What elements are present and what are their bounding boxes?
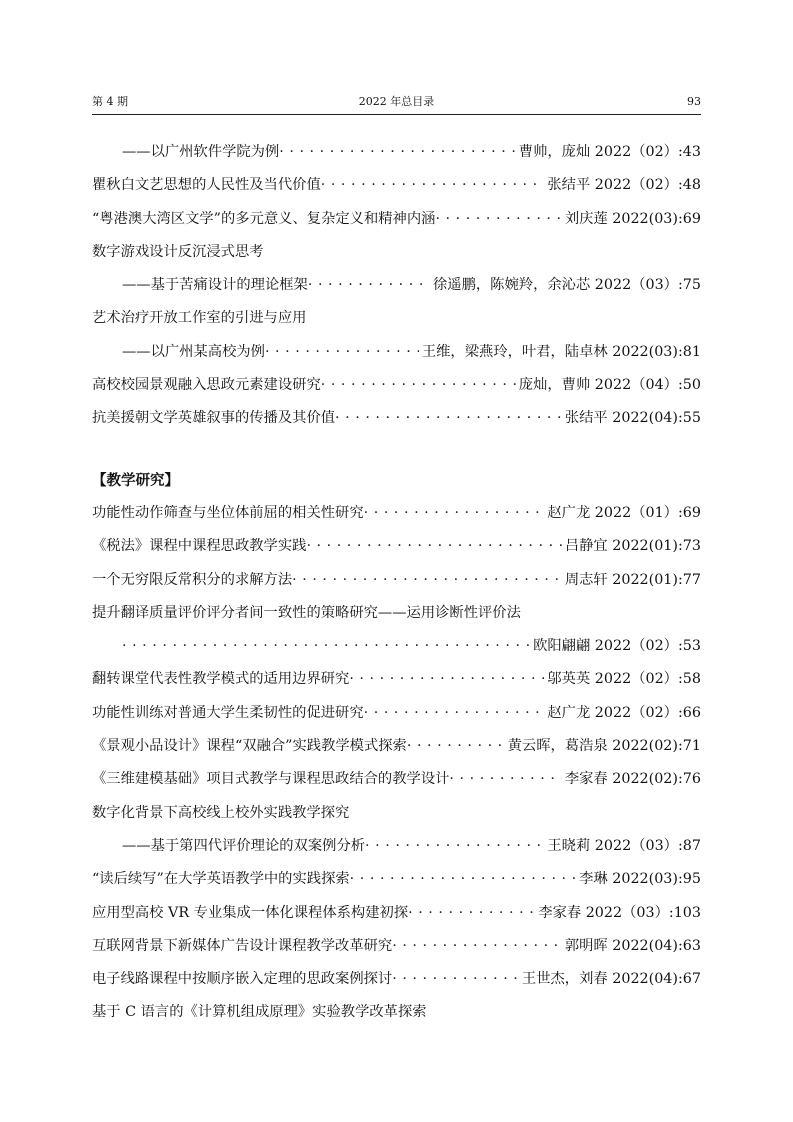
entry-author-ref: 刘庆莲 2022(03):69 [564, 210, 701, 227]
entry-author-ref: 王世杰，刘春 2022(04):67 [521, 971, 701, 988]
page-number: 93 [687, 95, 701, 108]
entry-author-ref: 徐遥鹏，陈婉羚，余沁芯 2022（03）:75 [433, 277, 701, 294]
entry-author-ref: 赵广龙 2022（02）:66 [547, 704, 701, 721]
toc-entry [92, 730, 701, 763]
toc-entry [92, 169, 701, 202]
entry-title: 艺术治疗开放工作室的引进与应用 [92, 310, 307, 327]
toc-entry [92, 830, 701, 863]
entry-title: 《税法》课程中课程思政教学实践 [92, 538, 307, 555]
entry-author-ref: 王维，梁燕玲，叶君，陆卓林 2022(03):81 [421, 343, 701, 360]
toc-entry [92, 597, 701, 630]
toc-entry [92, 564, 701, 597]
dot-leader [392, 930, 562, 963]
dot-leader [335, 402, 562, 435]
dot-leader [292, 564, 562, 597]
toc-entry [92, 663, 701, 696]
section-heading: 【教学研究】 [92, 471, 179, 489]
entry-author-ref: 黄云晖，葛浩泉 2022(02):71 [507, 738, 701, 755]
toc-entry [92, 996, 701, 1029]
toc-entry [92, 797, 701, 830]
dot-leader [308, 269, 430, 302]
toc-entry [92, 136, 701, 169]
section-previous-entries [92, 136, 701, 436]
toc-entry [92, 963, 701, 996]
header-rule [92, 114, 701, 115]
entry-title: 翻转课堂代表性教学模式的适用边界研究 [92, 671, 350, 688]
entry-author-ref: 庞灿，曹帅 2022（04）:50 [518, 377, 701, 394]
entry-author-ref: 李琳 2022(03):95 [579, 871, 701, 888]
entry-author-ref: 郭明晖 2022(04):63 [564, 937, 701, 954]
toc-entry [92, 497, 701, 530]
entry-title: 数字化背景下高校线上校外实践教学探究 [92, 804, 350, 821]
dot-leader [321, 369, 516, 402]
entry-author-ref: 赵广龙 2022（01）:69 [547, 504, 701, 521]
toc-entry [92, 630, 701, 663]
entry-author-ref: 张结平 2022(04):55 [564, 410, 701, 427]
entry-author-ref: 欧阳翩翩 2022（02）:53 [533, 638, 701, 655]
entry-title: 基于 C 语言的《计算机组成原理》实验教学改革探索 [92, 1004, 427, 1021]
toc-entry [92, 763, 701, 796]
toc-entry [92, 336, 701, 369]
entry-title: 提升翻译质量评价评分者间一致性的策略研究——运用诊断性评价法 [92, 604, 521, 621]
toc-entry [92, 369, 701, 402]
dot-leader [349, 663, 544, 696]
entry-author-ref: 周志轩 2022(01):77 [564, 571, 701, 588]
toc-entry [92, 402, 701, 435]
issue-number: 第 4 期 [92, 95, 128, 108]
dot-leader [279, 136, 516, 169]
toc-entry [92, 863, 701, 896]
entry-author-ref: 张结平 2022（02）:48 [547, 177, 701, 194]
dot-leader [392, 963, 519, 996]
entry-author-ref: 李家春 2022（03）:103 [538, 904, 701, 921]
entry-title: 功能性动作筛查与坐位体前屈的相关性研究 [92, 504, 364, 521]
dot-leader [364, 497, 545, 530]
toc-entry [92, 897, 701, 930]
toc-entry [92, 236, 701, 269]
toc-entry [92, 203, 701, 236]
dot-leader [122, 630, 530, 663]
entry-title: ——以广州软件学院为例 [122, 144, 280, 160]
entry-title: ——基于苦痛设计的理论框架 [122, 277, 308, 294]
entry-title: 《三维建模基础》项目式教学与课程思政结合的教学设计 [92, 771, 450, 788]
toc-entry [92, 269, 701, 302]
toc-entry [92, 530, 701, 563]
entry-title: 一个无穷限反常积分的求解方法 [92, 571, 293, 588]
running-header [92, 93, 701, 111]
entry-title: 抗美援朝文学英雄叙事的传播及其价值 [92, 410, 336, 427]
entry-title: 互联网背景下新媒体广告设计课程教学改革研究 [92, 937, 393, 954]
entry-author-ref: 王晓莉 2022（03）:87 [547, 837, 701, 854]
dot-leader [435, 203, 561, 236]
toc-entry [92, 302, 701, 335]
entry-title: 应用型高校 VR 专业集成一体化课程体系构建初探 [92, 904, 409, 921]
dot-leader [364, 697, 545, 730]
dot-leader [265, 336, 419, 369]
dot-leader [350, 863, 576, 896]
entry-title: ——基于第四代评价理论的双案例分析 [122, 837, 366, 854]
dot-leader [321, 169, 545, 202]
entry-author-ref: 李家春 2022(02):76 [564, 771, 701, 788]
entry-title: 高校校园景观融入思政元素建设研究 [92, 377, 321, 394]
toc-entry [92, 930, 701, 963]
dot-leader [408, 897, 535, 930]
entry-title: 数字游戏设计反沉浸式思考 [92, 243, 264, 260]
dot-leader [449, 763, 561, 796]
entry-author-ref: 邬英英 2022（02）:58 [547, 671, 701, 688]
entry-author-ref: 曹帅，庞灿 2022（02）:43 [518, 144, 701, 160]
entry-title: ——以广州某高校为例 [122, 343, 265, 360]
section-teaching-research [92, 497, 701, 1030]
entry-title: 功能性训练对普通大学生柔韧性的促进研究 [92, 704, 364, 721]
entry-author-ref: 吕静宜 2022(01):73 [564, 538, 701, 555]
running-title: 2022 年总目录 [358, 95, 435, 108]
table-of-contents [92, 136, 701, 1030]
section-gap [92, 436, 701, 464]
dot-leader [407, 730, 505, 763]
dot-leader [306, 530, 561, 563]
entry-title: 电子线路课程中按顺序嵌入定理的思政案例探讨 [92, 971, 393, 988]
entry-title: “读后续写”在大学英语教学中的实践探索 [92, 871, 350, 888]
entry-title: “粤港澳大湾区文学”的多元意义、复杂定义和精神内涵 [92, 210, 436, 227]
dot-leader [365, 830, 544, 863]
entry-title: 《景观小品设计》课程“双融合”实践教学模式探索 [92, 738, 407, 755]
toc-entry [92, 697, 701, 730]
entry-title: 瞿秋白文艺思想的人民性及当代价值 [92, 177, 321, 194]
